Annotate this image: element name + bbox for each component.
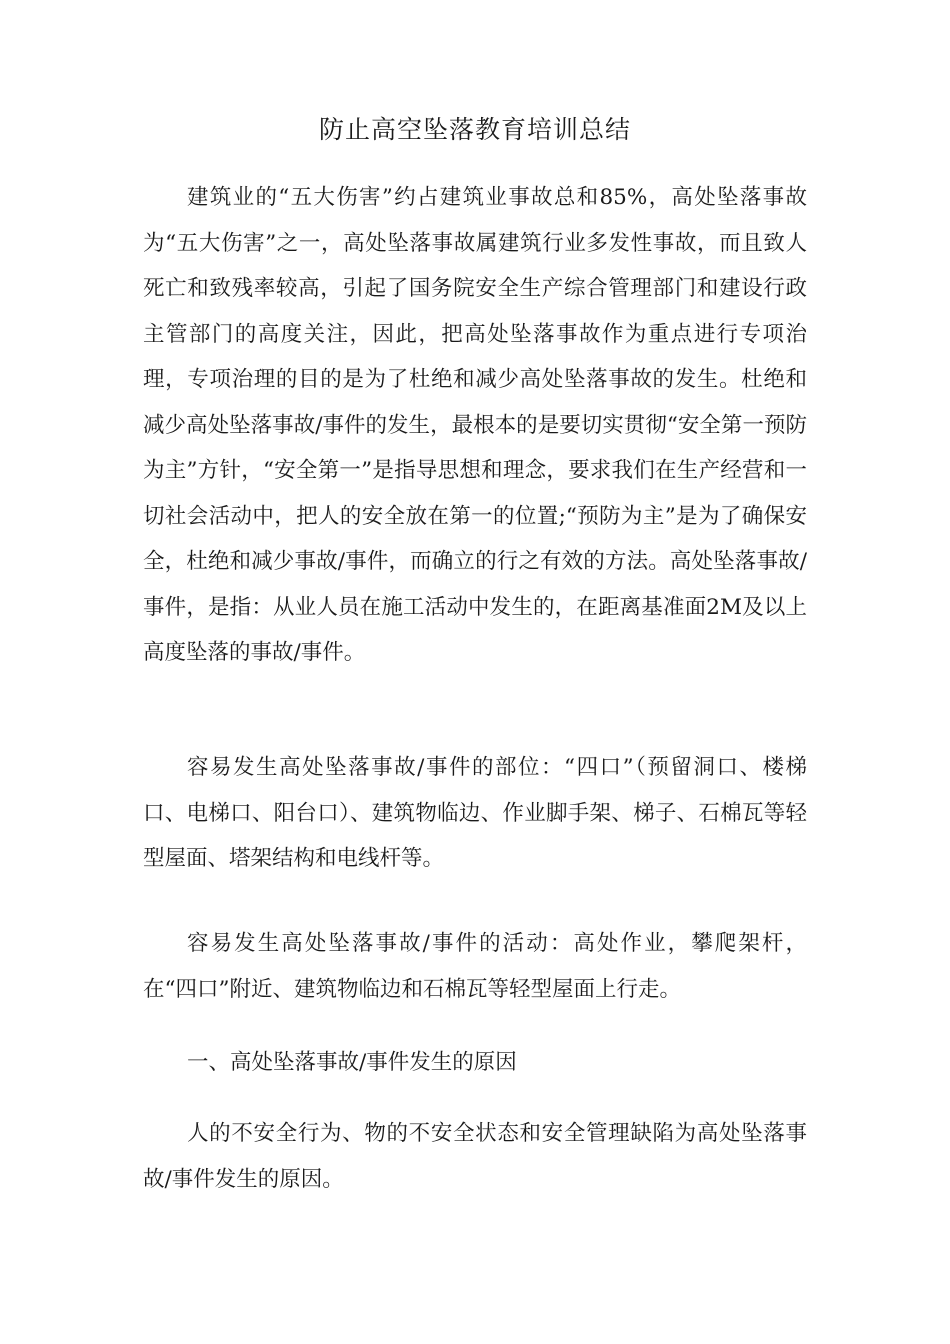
- paragraph-locations: 容易发生高处坠落事故/事件的部位：“四口”（预留洞口、楼梯口、电梯口、阳台口）、建筑物临边、作业脚手架、梯子、石棉瓦等轻型屋面、塔架结构和电线杆等。: [143, 755, 807, 871]
- paragraph-intro: 建筑业的“五大伤害”约占建筑业事故总和85%，高处坠落事故为“五大伤害”之一，高处坠落事故属建筑行业多发性事故，而且致人死亡和致残率较高，引起了国务院安全生产综合管理部门和建设行政主管部门的高度关注，因此，把高处坠落事故作为重点进行专项治理，专项治理的目的是为了杜绝和减少高处坠落事故的发生。杜绝和减少高处坠落事故/事件的发生，最根本的是要切实贯彻“安全第一预防为主”方针，“安全第一”是指导思想和理念，要求我们在生产经营和一切社会活动中，把人的安全放在第一的位置;“预防为主”是为了确保安全，杜绝和减少事故/事件，而确立的行之有效的方法。高处坠落事故/事件，是指：从业人员在施工活动中发生的，在距离基准面2M及以上高度坠落的事故/事件。: [143, 185, 807, 665]
- paragraph-activities: 容易发生高处坠落事故/事件的活动：高处作业，攀爬架杆，在“四口”附近、建筑物临边和石棉瓦等轻型屋面上行走。: [143, 931, 807, 1002]
- section-heading-causes: 一、高处坠落事故/事件发生的原因: [187, 1050, 517, 1075]
- document-title: 防止高空坠落教育培训总结: [318, 115, 631, 144]
- paragraph-causes: 人的不安全行为、物的不安全状态和安全管理缺陷为高处坠落事故/事件发生的原因。: [143, 1121, 807, 1192]
